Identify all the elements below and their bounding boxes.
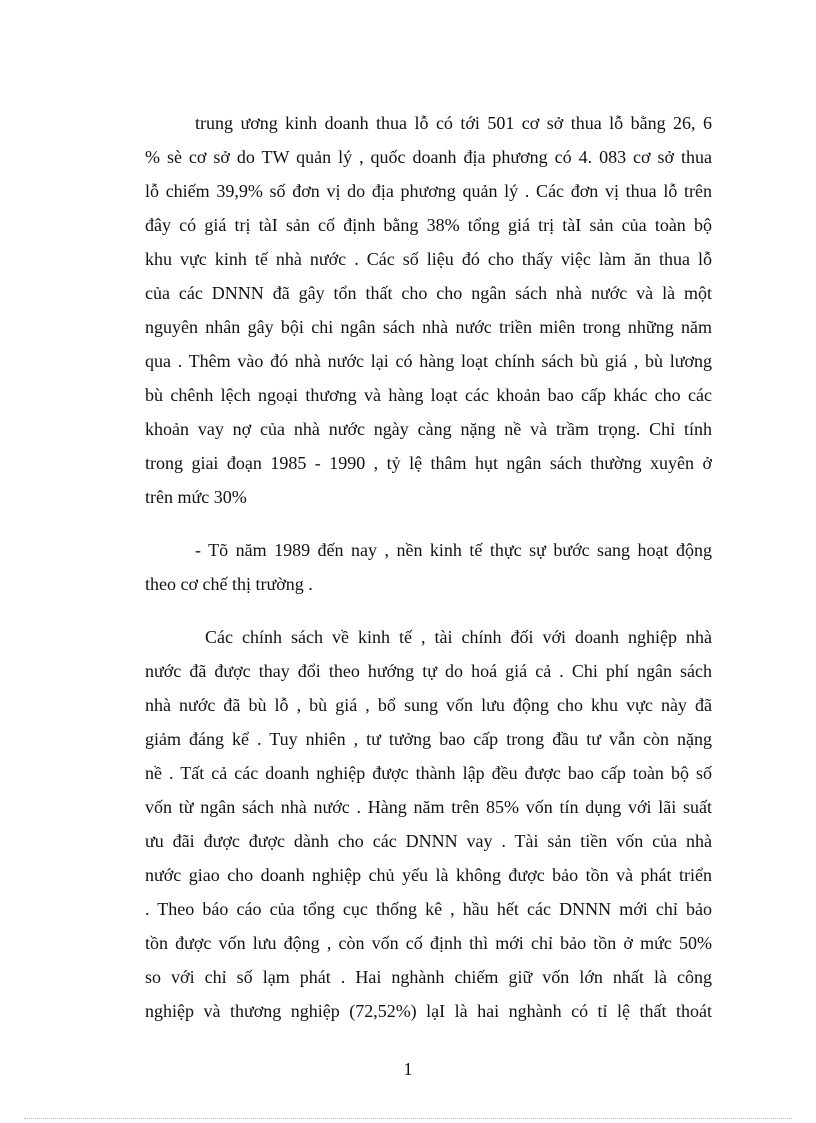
text-line: theo cơ chế thị trường .: [145, 574, 313, 594]
text-line: tồn được vốn lưu động , còn vốn cố định thì mới chỉ bảo tồn ở mức 50%: [145, 933, 712, 953]
text-line: trung ương kinh doanh thua lỗ có tới 501 cơ sở thua lỗ bằng 26, 6: [195, 113, 712, 133]
text-line: Các chính sách về kinh tế , tài chính đối với doanh nghiệp nhà: [205, 627, 712, 647]
text-line: ưu đãi được được dành cho các DNNN vay . Tài sản tiền vốn của nhà: [145, 831, 712, 851]
text-line: nguyên nhân gây bội chi ngân sách nhà nước triền miên trong những năm: [145, 317, 712, 337]
text-line: nề . Tất cả các doanh nghiệp được thành lập đều được bao cấp toàn bộ số: [145, 763, 712, 783]
paragraph-policy-changes: [145, 620, 712, 1028]
text-line: của các DNNN đã gây tổn thất cho cho ngân sách nhà nước và là một: [145, 283, 712, 303]
text-line: vốn từ ngân sách nhà nước . Hàng năm trên 85% vốn tín dụng với lãi suất: [145, 797, 712, 817]
paragraph-market-transition: [145, 533, 712, 601]
text-line: bù chênh lệch ngoại thương và hàng loạt các khoản bao cấp khác cho các: [145, 385, 712, 405]
text-line: khoản vay nợ của nhà nước ngày càng nặng nề và trầm trọng. Chỉ tính: [145, 419, 712, 439]
text-line: lỗ chiếm 39,9% số đơn vị do địa phương quản lý . Các đơn vị thua lỗ trên: [145, 181, 712, 201]
text-line: khu vực kinh tế nhà nước . Các số liệu đó cho thấy việc làm ăn thua lỗ: [145, 249, 712, 269]
text-line: trên mức 30%: [145, 487, 247, 507]
text-line: % sè cơ sở do TW quản lý , quốc doanh địa phương có 4. 083 cơ sở thua: [145, 147, 712, 167]
text-line: - Tõ năm 1989 đến nay , nền kinh tế thực sự bước sang hoạt động: [195, 540, 712, 560]
text-line: qua . Thêm vào đó nhà nước lại có hàng loạt chính sách bù giá , bù lương: [145, 351, 712, 371]
body-text: [145, 106, 712, 1028]
text-line: nghiệp và thương nghiệp (72,52%) lạI là hai nghành có tỉ lệ thất thoát: [145, 1001, 712, 1021]
text-line: trong giai đoạn 1985 - 1990 , tỷ lệ thâm hụt ngân sách thường xuyên ở: [145, 453, 712, 473]
page-number: 1: [403, 1059, 413, 1079]
paragraph-deficit: [145, 106, 712, 514]
text-line: nước đã được thay đổi theo hướng tự do hoá giá cả . Chi phí ngân sách: [145, 661, 712, 681]
text-line: đây có giá trị tàI sản cố định bằng 38% tổng giá trị tàI sản của toàn bộ: [145, 215, 712, 235]
text-line: giảm đáng kể . Tuy nhiên , tư tưởng bao cấp trong đầu tư vẫn còn nặng: [145, 729, 712, 749]
text-line: nhà nước đã bù lỗ , bù giá , bổ sung vốn lưu động cho khu vực này đã: [145, 695, 712, 715]
text-line: so với chỉ số lạm phát . Hai nghành chiếm giữ vốn lớn nhất là công: [145, 967, 712, 987]
page-footer-divider: [24, 1118, 792, 1119]
text-line: . Theo báo cáo của tổng cục thống kê , hầu hết các DNNN mới chỉ bảo: [145, 899, 712, 919]
text-line: nước giao cho doanh nghiệp chủ yếu là không được bảo tồn và phát triển: [145, 865, 712, 885]
